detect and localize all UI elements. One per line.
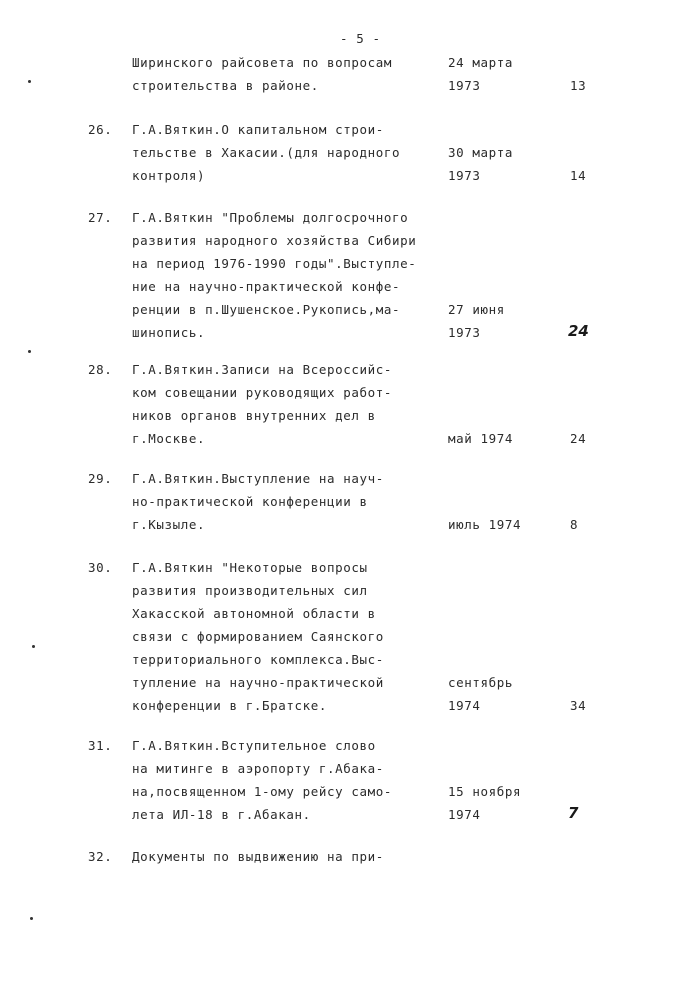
entry-description-line: Г.А.Вяткин "Проблемы долгосрочного [132,210,409,225]
entry-date-line: 1973 [448,325,481,340]
speck [32,645,35,648]
speck [28,350,31,353]
entry-description-line: тупление на научно-практической [132,675,384,690]
entry-description-line: шинопись. [132,325,206,340]
entry-date-line: 15 ноября [448,784,522,799]
entry-description-line: Г.А.Вяткин "Некоторые вопросы [132,560,368,575]
entry-description-line: конференции в г.Братске. [132,698,328,713]
entry-description-line: территориального комплекса.Выс- [132,652,384,667]
entry-description-line: на период 1976-1990 годы".Выступле- [132,256,417,271]
entry-number: 27. [88,210,113,225]
entry-description-line: Г.А.Вяткин.О капитальном строи- [132,122,384,137]
entry-page-count: 8 [570,517,579,532]
entry-page-count: 24 [568,322,589,340]
entry-description-line: лета ИЛ-18 в г.Абакан. [132,807,311,822]
entry-description-line: тельстве в Хакасии.(для народного [132,145,401,160]
entry-description-line: контроля) [132,168,206,183]
entry-number: 32. [88,849,113,864]
entry-description-line: Г.А.Вяткин.Выступление на науч- [132,471,384,486]
entry-description-line: ников органов внутренних дел в [132,408,376,423]
entry-page-count: 13 [570,78,587,93]
entry-page-count: 34 [570,698,587,713]
entry-description-line: ком совещании руководящих работ- [132,385,393,400]
entry-date-line: 1974 [448,698,481,713]
entry-description-line: Ширинского райсовета по вопросам [132,55,393,70]
entry-date-line: 24 марта [448,55,514,70]
entry-number: 30. [88,560,113,575]
entry-description-line: ренции в п.Шушенское.Рукопись,ма- [132,302,401,317]
entry-description-line: Хакасской автономной области в [132,606,376,621]
entry-date-line: сентябрь [448,675,514,690]
entry-description-line: Г.А.Вяткин.Записи на Всероссийс- [132,362,393,377]
entry-number: 28. [88,362,113,377]
entry-page-count: 14 [570,168,587,183]
entry-date-line: 30 марта [448,145,514,160]
entry-description-line: строительства в районе. [132,78,319,93]
entry-date-line: май 1974 [448,431,514,446]
entry-number: 31. [88,738,113,753]
entry-description-line: но-практической конференции в [132,494,368,509]
entry-date-line: 1974 [448,807,481,822]
entry-description-line: Г.А.Вяткин.Вступительное слово [132,738,376,753]
entry-description-line: на митинге в аэропорту г.Абака- [132,761,384,776]
entry-description-line: г.Кызыле. [132,517,206,532]
entry-date-line: 27 июня [448,302,505,317]
entry-description-line: Документы по выдвижению на при- [132,849,384,864]
entry-date-line: 1973 [448,168,481,183]
entry-description-line: на,посвященном 1-ому рейсу само- [132,784,393,799]
entry-description-line: ние на научно-практической конфе- [132,279,401,294]
speck [30,917,33,920]
entry-description-line: связи с формированием Саянского [132,629,384,644]
entry-number: 29. [88,471,113,486]
entry-description-line: развития народного хозяйства Сибири [132,233,417,248]
speck [28,80,31,83]
page-number: - 5 - [340,31,381,46]
entry-page-count: 24 [570,431,587,446]
entry-date-line: 1973 [448,78,481,93]
entry-description-line: г.Москве. [132,431,206,446]
entry-number: 26. [88,122,113,137]
entry-page-count: 7 [568,804,579,822]
entry-description-line: развития производительных сил [132,583,368,598]
entry-date-line: июль 1974 [448,517,522,532]
